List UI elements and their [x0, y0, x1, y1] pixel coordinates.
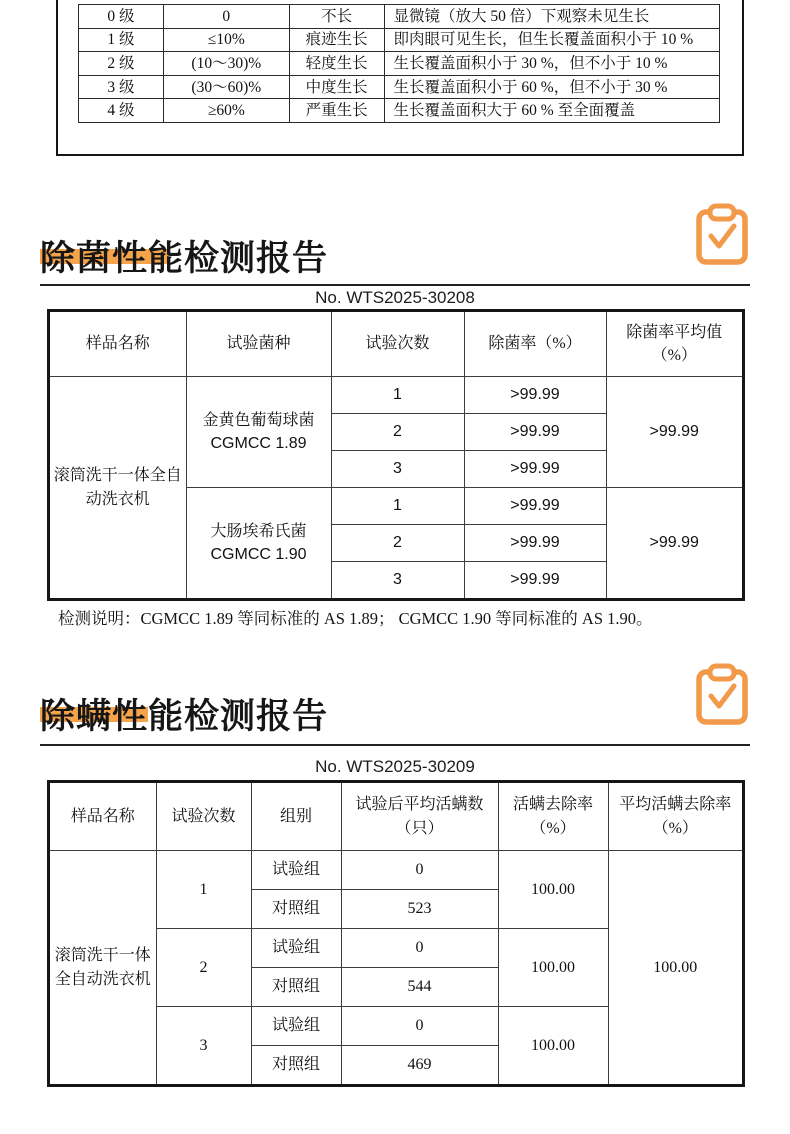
col-header: 平均活螨去除率（%）: [608, 782, 743, 851]
bacteria-name: 金黄色葡萄球菌: [202, 411, 315, 429]
col-header: 样品名称: [49, 782, 156, 851]
type-cell: 轻度生长: [289, 52, 384, 76]
desc-cell: 即肉眼可见生长，但生长覆盖面积小于 10 %: [384, 28, 719, 52]
clipboard-check-icon: [694, 203, 750, 267]
desc-cell: 显微镜（放大 50 倍）下观察未见生长: [384, 5, 719, 29]
test-note: 检测说明：CGMCC 1.89 等同标准的 AS 1.89； CGMCC 1.90 等同标准的 AS 1.90。: [58, 609, 653, 628]
growth-grade-table: [78, 4, 720, 123]
col-header: 活螨去除率（%）: [498, 782, 608, 851]
removal-rate-cell: 100.00: [498, 851, 608, 929]
rate-cell: >99.99: [464, 562, 606, 600]
title-divider: [40, 284, 750, 286]
range-cell: ≤10%: [163, 28, 289, 52]
average-rate-cell: >99.99: [606, 377, 743, 488]
table-row: [79, 5, 720, 29]
trial-no-cell: 3: [156, 1007, 251, 1086]
table-row: [79, 28, 720, 52]
group-label-cell: 对照组: [251, 890, 341, 929]
trial-no-cell: 1: [331, 488, 464, 525]
grade-cell: 4 级: [79, 99, 164, 123]
trial-no-cell: 2: [331, 525, 464, 562]
range-cell: (10～30)%: [163, 52, 289, 76]
table-row: [79, 75, 720, 99]
type-cell: 严重生长: [289, 99, 384, 123]
table-row: [79, 99, 720, 123]
rate-cell: >99.99: [464, 414, 606, 451]
grade-cell: 3 级: [79, 75, 164, 99]
mite-count-cell: 0: [341, 1007, 498, 1046]
trial-no-cell: 3: [331, 451, 464, 488]
desc-cell: 生长覆盖面积小于 30 %，但不小于 10 %: [384, 52, 719, 76]
mite-count-cell: 523: [341, 890, 498, 929]
sterilization-report-table: [48, 310, 744, 600]
desc-cell: 生长覆盖面积小于 60 %，但不小于 30 %: [384, 75, 719, 99]
grade-cell: 0 级: [79, 5, 164, 29]
trial-no-cell: 3: [331, 562, 464, 600]
removal-rate-cell: 100.00: [498, 1007, 608, 1086]
group-label-cell: 对照组: [251, 968, 341, 1007]
removal-rate-cell: 100.00: [498, 929, 608, 1007]
col-header: 除菌率平均值（%）: [606, 311, 743, 377]
table-header-row: [49, 782, 743, 851]
col-header: 样品名称: [49, 311, 186, 377]
trial-no-cell: 1: [156, 851, 251, 929]
table-row: [49, 377, 743, 414]
range-cell: ≥60%: [163, 99, 289, 123]
group-label-cell: 对照组: [251, 1046, 341, 1086]
rate-cell: >99.99: [464, 377, 606, 414]
bacteria-cell: [186, 377, 331, 488]
trial-no-cell: 1: [331, 377, 464, 414]
rate-cell: >99.99: [464, 488, 606, 525]
trial-no-cell: 2: [331, 414, 464, 451]
bacteria-code: CGMCC 1.89: [210, 435, 307, 452]
type-cell: 中度生长: [289, 75, 384, 99]
mite-count-cell: 544: [341, 968, 498, 1007]
page-title: 除螨性能检测报告: [40, 697, 329, 737]
table-header-row: [49, 311, 743, 377]
report-number: No. WTS2025-30208: [315, 288, 475, 307]
clipboard-check-icon: [694, 663, 750, 727]
desc-cell: 生长覆盖面积大于 60 % 至全面覆盖: [384, 99, 719, 123]
sample-name-cell: 滚筒洗干一体全自动洗衣机: [49, 377, 186, 600]
type-cell: 不长: [289, 5, 384, 29]
group-label-cell: 试验组: [251, 929, 341, 968]
mite-count-cell: 469: [341, 1046, 498, 1086]
growth-grade-frame: [56, 0, 744, 156]
bacteria-name: 大肠埃希氏菌: [210, 522, 307, 540]
bacteria-cell: [186, 488, 331, 600]
bacteria-code: CGMCC 1.90: [210, 546, 307, 563]
col-header: 除菌率（%）: [464, 311, 606, 377]
range-cell: 0: [163, 5, 289, 29]
mite-count-cell: 0: [341, 851, 498, 890]
group-label-cell: 试验组: [251, 1007, 341, 1046]
rate-cell: >99.99: [464, 525, 606, 562]
sample-name-cell: 滚筒洗干一体全自动洗衣机: [49, 851, 156, 1086]
report-number: No. WTS2025-30209: [315, 757, 475, 776]
rate-cell: >99.99: [464, 451, 606, 488]
col-header: 试验后平均活螨数（只）: [341, 782, 498, 851]
title-divider: [40, 744, 750, 746]
average-rate-cell: 100.00: [608, 851, 743, 1086]
trial-no-cell: 2: [156, 929, 251, 1007]
range-cell: (30～60)%: [163, 75, 289, 99]
average-rate-cell: >99.99: [606, 488, 743, 600]
table-row: [79, 52, 720, 76]
grade-cell: 2 级: [79, 52, 164, 76]
mite-removal-report-table: [48, 781, 744, 1086]
col-header: 试验次数: [156, 782, 251, 851]
col-header: 试验菌种: [186, 311, 331, 377]
type-cell: 痕迹生长: [289, 28, 384, 52]
mite-count-cell: 0: [341, 929, 498, 968]
grade-cell: 1 级: [79, 28, 164, 52]
col-header: 组别: [251, 782, 341, 851]
page-title: 除菌性能检测报告: [40, 239, 329, 279]
group-label-cell: 试验组: [251, 851, 341, 890]
col-header: 试验次数: [331, 311, 464, 377]
table-row: [49, 851, 743, 890]
